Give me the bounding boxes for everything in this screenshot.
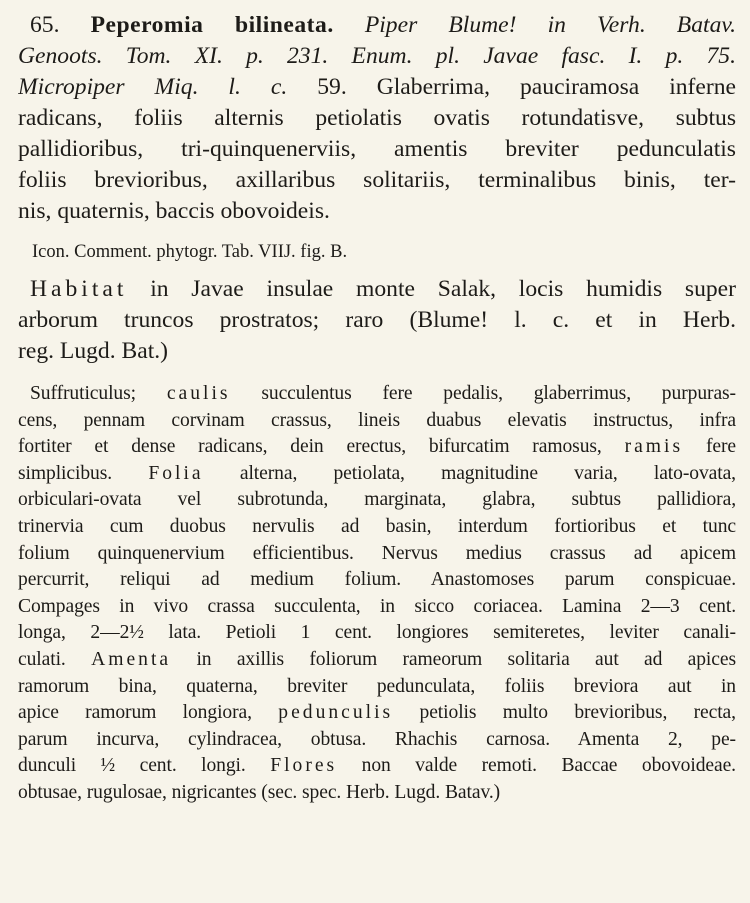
reference-1: Piper Blume! in Verh. Batav. bbox=[364, 12, 736, 38]
entry-line-2 bbox=[18, 41, 736, 72]
habitat-line-1 bbox=[18, 274, 736, 305]
habitat-line-1-rest: in Javae insulae monte Salak, locis humidis super bbox=[150, 276, 736, 302]
species-name: Peperomia bilineata. bbox=[90, 12, 334, 38]
desc-line-13 bbox=[18, 700, 736, 727]
entry-line-3 bbox=[18, 72, 736, 103]
species-number: 65. bbox=[30, 12, 60, 38]
desc-text: alterna, petiolata, magnitudine varia, lato-ovata, bbox=[239, 462, 736, 484]
desc-text: petiolis multo brevioribus, recta, bbox=[419, 702, 736, 724]
desc-line-3 bbox=[18, 434, 736, 461]
description-paragraph bbox=[18, 381, 736, 807]
desc-line-12: ramorum bina, quaterna, breviter pedunculata, foliis breviora aut in bbox=[18, 675, 736, 697]
desc-text: succulentus fere pedalis, glaberrimus, purpuras- bbox=[261, 383, 736, 404]
desc-line-7: folium quinquenervium efficientibus. Nervus medius crassus ad apicem bbox=[18, 542, 736, 564]
entry-line-7: nis, quaternis, baccis obovoideis. bbox=[18, 198, 330, 224]
desc-line-9: Compages in vivo crassa succulenta, in sicco coriacea. Lamina 2—3 cent. bbox=[18, 595, 736, 617]
reference-3: Enum. pl. Javae fasc. I. p. 75. bbox=[351, 43, 736, 69]
reference-4-page: 59. bbox=[317, 74, 347, 100]
entry-line-5: pallidioribus, tri-quinquenerviis, amentis breviter pedunculatis bbox=[18, 136, 736, 162]
entry-line-6: foliis brevioribus, axillaribus solitariis, terminalibus binis, ter- bbox=[18, 167, 736, 193]
desc-emphasis-pedunculis: pedunculis bbox=[278, 702, 394, 724]
desc-line-8: percurrit, reliqui ad medium folium. Anastomoses parum conspicuae. bbox=[18, 569, 736, 591]
entry-line-1 bbox=[18, 10, 736, 41]
desc-emphasis-caulis: caulis bbox=[166, 383, 231, 404]
desc-line-4 bbox=[18, 461, 736, 488]
habitat-paragraph bbox=[18, 274, 736, 367]
desc-text: culati. bbox=[18, 648, 66, 670]
entry-line-4: radicans, foliis alternis petiolatis ovatis rotundatisve, subtus bbox=[18, 105, 736, 131]
desc-emphasis-flores: Flores bbox=[270, 755, 338, 777]
desc-text: apice ramorum longiora, bbox=[18, 702, 252, 724]
desc-line-15 bbox=[18, 753, 736, 780]
species-entry bbox=[18, 10, 736, 227]
desc-text: dunculi ½ cent. longi. bbox=[18, 755, 246, 777]
desc-line-11 bbox=[18, 647, 736, 674]
desc-text: simplicibus. bbox=[18, 462, 113, 484]
desc-line-5: orbiculari-ovata vel subrotunda, marginata, glabra, subtus pallidiora, bbox=[18, 489, 736, 511]
desc-line-2: cens, pennam corvinam crassus, lineis duabus elevatis instructus, infra bbox=[18, 409, 736, 431]
desc-line-10: longa, 2—2½ lata. Petioli 1 cent. longiores semiteretes, leviter canali- bbox=[18, 622, 736, 644]
desc-emphasis-amenta: Amenta bbox=[91, 648, 172, 670]
desc-text: Suffruticulus; bbox=[30, 383, 137, 404]
desc-text: fortiter et dense radicans, dein erectus, bifurcatim ramosus, bbox=[18, 436, 602, 458]
desc-text: in axillis foliorum rameorum solitaria aut ad apices bbox=[196, 648, 736, 670]
desc-line-14: parum incurva, cylindracea, obtusa. Rhachis carnosa. Amenta 2, pe- bbox=[18, 728, 736, 750]
icon-reference: Icon. Comment. phytogr. Tab. VIIJ. fig. B. bbox=[32, 242, 348, 262]
desc-line-6: trinervia cum duobus nervulis ad basin, interdum fortioribus et tunc bbox=[18, 515, 736, 537]
habitat-line-2: arborum truncos prostratos; raro (Blume! l. c. et in Herb. bbox=[18, 307, 736, 333]
desc-line-1 bbox=[18, 381, 736, 408]
habitat-line-3: reg. Lugd. Bat.) bbox=[18, 338, 169, 364]
desc-text: non valde remoti. Baccae obovoideae. bbox=[361, 755, 736, 777]
desc-text: fere bbox=[705, 436, 736, 458]
desc-emphasis-ramis: ramis bbox=[624, 436, 684, 458]
desc-line-16: obtusae, rugulosae, nigricantes (sec. spec. Herb. Lugd. Batav.) bbox=[18, 781, 501, 803]
diagnosis-start: Glaberrima, pauciramosa inferne bbox=[376, 74, 736, 100]
habitat-word: Habitat bbox=[30, 276, 128, 302]
reference-2: Genoots. Tom. XI. p. 231. bbox=[18, 43, 329, 69]
reference-4: Micropiper Miq. l. c. bbox=[18, 74, 288, 100]
desc-emphasis-folia: Folia bbox=[148, 462, 204, 484]
